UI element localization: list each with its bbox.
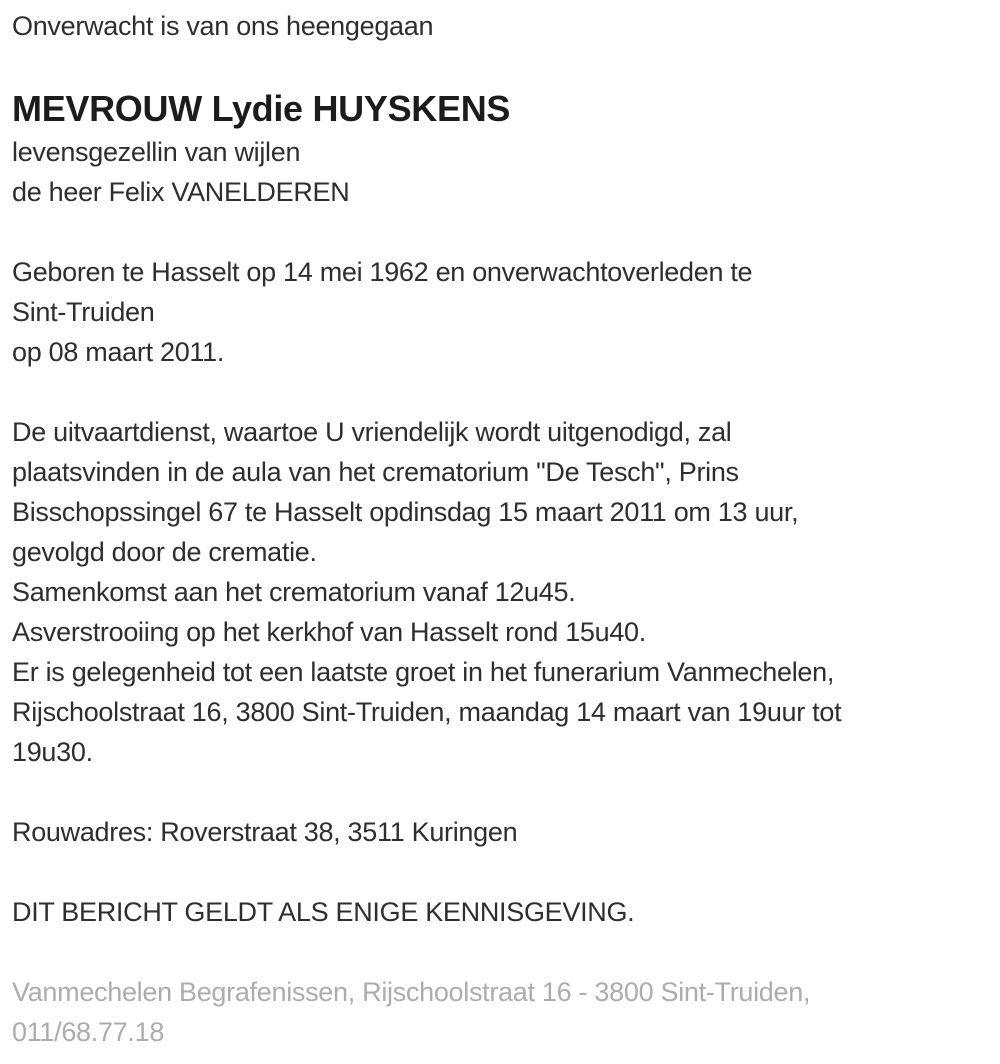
service-line: 19u30. — [12, 737, 93, 767]
birth-death-line: op 08 maart 2011. — [12, 337, 225, 367]
intro-line: Onverwacht is van ons heengegaan — [12, 11, 434, 41]
service-line: Asverstrooiing op het kerkhof van Hasselt rond 15u40. — [12, 617, 646, 647]
blank-line — [12, 852, 988, 892]
relation-line: levensgezellin van wijlen — [12, 137, 301, 167]
birth-death-line: Geboren te Hasselt op 14 mei 1962 en onverwachtoverleden te — [12, 257, 753, 287]
blank-line — [12, 46, 988, 86]
service-line: Samenkomst aan het crematorium vanaf 12u45. — [12, 577, 576, 607]
funeral-home-phone: 011/68.77.18 — [12, 1017, 165, 1047]
blank-line — [12, 772, 988, 812]
service-line: Er is gelegenheid tot een laatste groet in het funerarium Vanmechelen, — [12, 657, 835, 687]
service-line: plaatsvinden in de aula van het crematorium "De Tesch", Prins — [12, 457, 739, 487]
service-line: Bisschopssingel 67 te Hasselt opdinsdag 15 maart 2011 om 13 uur, — [12, 497, 799, 527]
service-line: Rijschoolstraat 16, 3800 Sint-Truiden, maandag 14 maart van 19uur tot — [12, 697, 842, 727]
service-line: gevolgd door de crematie. — [12, 537, 317, 567]
deceased-name-heading: MEVROUW Lydie HUYSKENS — [12, 88, 511, 129]
service-line: De uitvaartdienst, waartoe U vriendelijk wordt uitgenodigd, zal — [12, 417, 732, 447]
blank-line — [12, 212, 988, 252]
mourning-address-line: Rouwadres: Roverstraat 38, 3511 Kuringen — [12, 817, 518, 847]
notice-line: DIT BERICHT GELDT ALS ENIGE KENNISGEVING. — [12, 897, 635, 927]
blank-line — [12, 932, 988, 972]
funeral-home-line: Vanmechelen Begrafenissen, Rijschoolstraat 16 - 3800 Sint-Truiden, — [12, 977, 811, 1007]
relation-line: de heer Felix VANELDEREN — [12, 177, 350, 207]
blank-line — [12, 372, 988, 412]
birth-death-line: Sint-Truiden — [12, 297, 155, 327]
